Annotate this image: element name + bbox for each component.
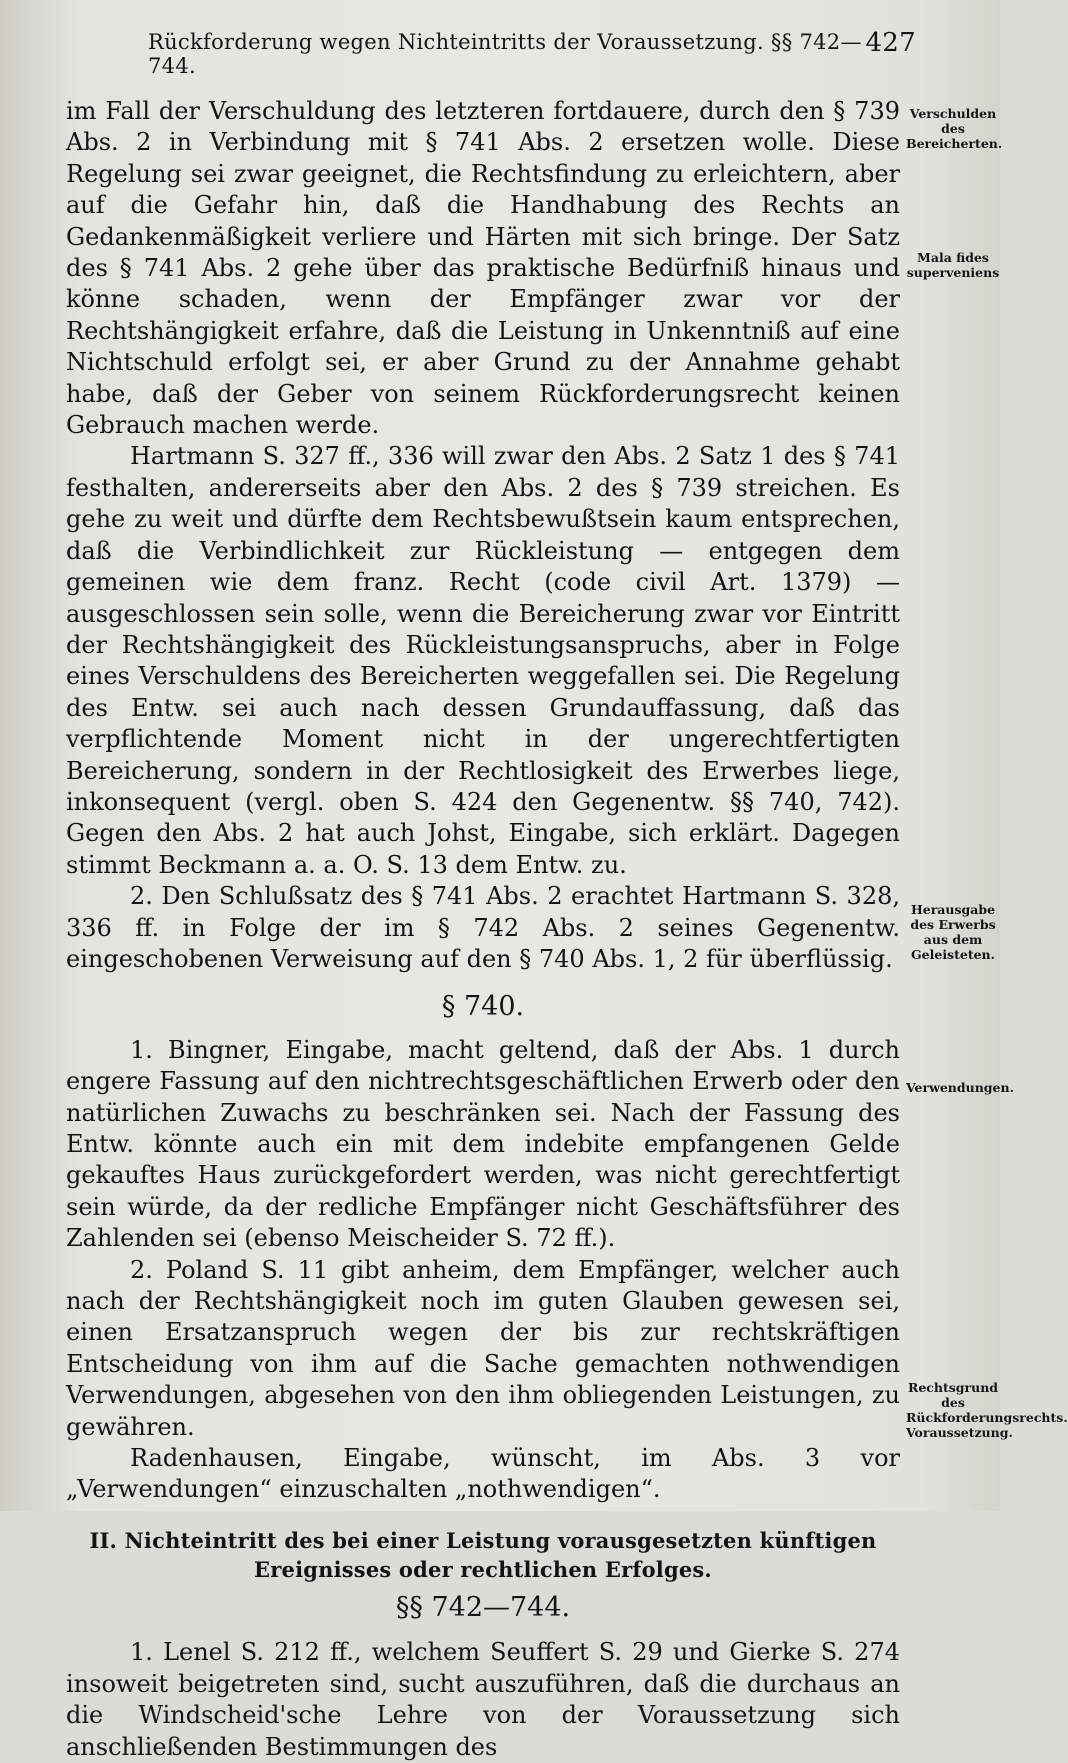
margin-note-verwendungen: Verwendungen. bbox=[906, 1080, 1014, 1095]
margin-note-mala-fides: Mala fides superveniens bbox=[906, 250, 1000, 280]
body-text bbox=[66, 96, 900, 1763]
margin-note-herausgabe: Herausgabe des Erwerbs aus dem Geleisteten. bbox=[910, 902, 996, 962]
paragraph-radenhausen: Radenhausen, Eingabe, wünscht, im Abs. 3 vor „Verwendungen“ einzuschalten „nothwendigen“. bbox=[66, 1444, 900, 1504]
running-head-title: Rückforderung wegen Nichteintritts der Voraussetzung. §§ 742—744. bbox=[148, 30, 862, 78]
section-heading-740: § 740. bbox=[441, 991, 525, 1023]
margin-note-rechtsgrund: Rechtsgrund des Rückforderungsrechts. Voraussetzung. bbox=[906, 1380, 1068, 1440]
margin-note-verschulden: Verschulden des Bereicherten. bbox=[906, 106, 1003, 151]
running-head bbox=[148, 28, 916, 78]
paragraph-poland: 2. Poland S. 11 gibt anheim, dem Empfänger, welcher auch nach der Rechtshängigkeit noch im guten Glauben gewesen sei, einen Ersatzanspruch wegen der bis zur rechtskräftigen Entscheidung von ihm auf die Sache gemachten nothwendigen Verwendungen, abgesehen von den ihm obliegenden Leistungen, zu gewähren. bbox=[66, 1255, 900, 1441]
part-heading: II. Nichteintritt des bei einer Leistung vorausgesetzten künftigen Ereignisses oder rechtlichen Erfolges. bbox=[89, 1527, 877, 1582]
section-heading-742-744: §§ 742—744. bbox=[395, 1591, 571, 1623]
paragraph-hartmann: Hartmann S. 327 ff., 336 will zwar den Abs. 2 Satz 1 des § 741 festhalten, andererseits aber den Abs. 2 des § 739 streichen. Es gehe zu weit und dürfte dem Rechtsbewußtsein kaum entsprechen, daß die Verbindlichkeit zur Rückleistung — entgegen dem gemeinen wie dem franz. Recht (code civil Art. 1379) — ausgeschlossen sein solle, wenn die Bereicherung zwar vor Eintritt der Rechtshängigkeit des Rückleistungsanspruchs, aber in Folge eines Verschuldens des Bereicherten weggefallen sei. Die Regelung des Entw. sei auch nach dessen Grundauffassung, daß das verpflichtende Moment nicht in der ungerechtfertigten Bereicherung, sondern in der Rechtlosigkeit des Erwerbes liege, inkonsequent (vergl. oben S. 424 den Gegenentw. §§ 740, 742). Gegen den Abs. 2 hat auch Johst, Eingabe, sich erklärt. Dagegen stimmt Beckmann a. a. O. S. 13 dem Entw. zu. bbox=[66, 442, 900, 879]
page-number: 427 bbox=[865, 28, 916, 58]
paragraph-lenel: 1. Lenel S. 212 ff., welchem Seuffert S. 29 und Gierke S. 274 insoweit beigetreten sind, sucht auszuführen, daß die durchaus an die Windscheid'sche Lehre von der Voraussetzung sich anschließenden Bestimmungen des bbox=[66, 1638, 900, 1761]
paragraph-schlusssatz: 2. Den Schlußsatz des § 741 Abs. 2 erachtet Hartmann S. 328, 336 ff. in Folge der im § 742 Abs. 2 seines Gegenentw. eingeschobenen Verweisung auf den § 740 Abs. 1, 2 für überflüssig. bbox=[66, 882, 900, 973]
paragraph-bingner: 1. Bingner, Eingabe, macht geltend, daß der Abs. 1 durch engere Fassung auf den nichtrechtsgeschäftlichen Erwerb oder den natürlichen Zuwachs zu beschränken sei. Nach der Fassung des Entw. könnte auch ein mit dem indebite empfangenen Gelde gekauftes Haus zurückgefordert werden, was nicht gerechtfertigt sein würde, da der redliche Empfänger nicht Geschäftsführer des Zahlenden sei (ebenso Meischeider S. 72 ff.). bbox=[66, 1035, 900, 1253]
paragraph-continuation: im Fall der Verschuldung des letzteren fortdauere, durch den § 739 Abs. 2 in Verbindung mit § 741 Abs. 2 ersetzen wolle. Diese Regelung sei zwar geeignet, die Rechtsfindung zu erleichtern, aber auf die Gefahr hin, daß die Handhabung des Rechts an Gedankenmäßigkeit verliere und Härten mit sich bringe. Der Satz des § 741 Abs. 2 gehe über das praktische Bedürfniß hinaus und könne schaden, wenn der Empfänger zwar vor der Rechtshängigkeit erfahre, daß die Leistung in Unkenntniß auf eine Nichtschuld erfolgt sei, er aber Grund zu der Annahme gehabt habe, daß der Geber von seinem Rückforderungsrecht keinen Gebrauch machen werde. bbox=[66, 97, 900, 440]
